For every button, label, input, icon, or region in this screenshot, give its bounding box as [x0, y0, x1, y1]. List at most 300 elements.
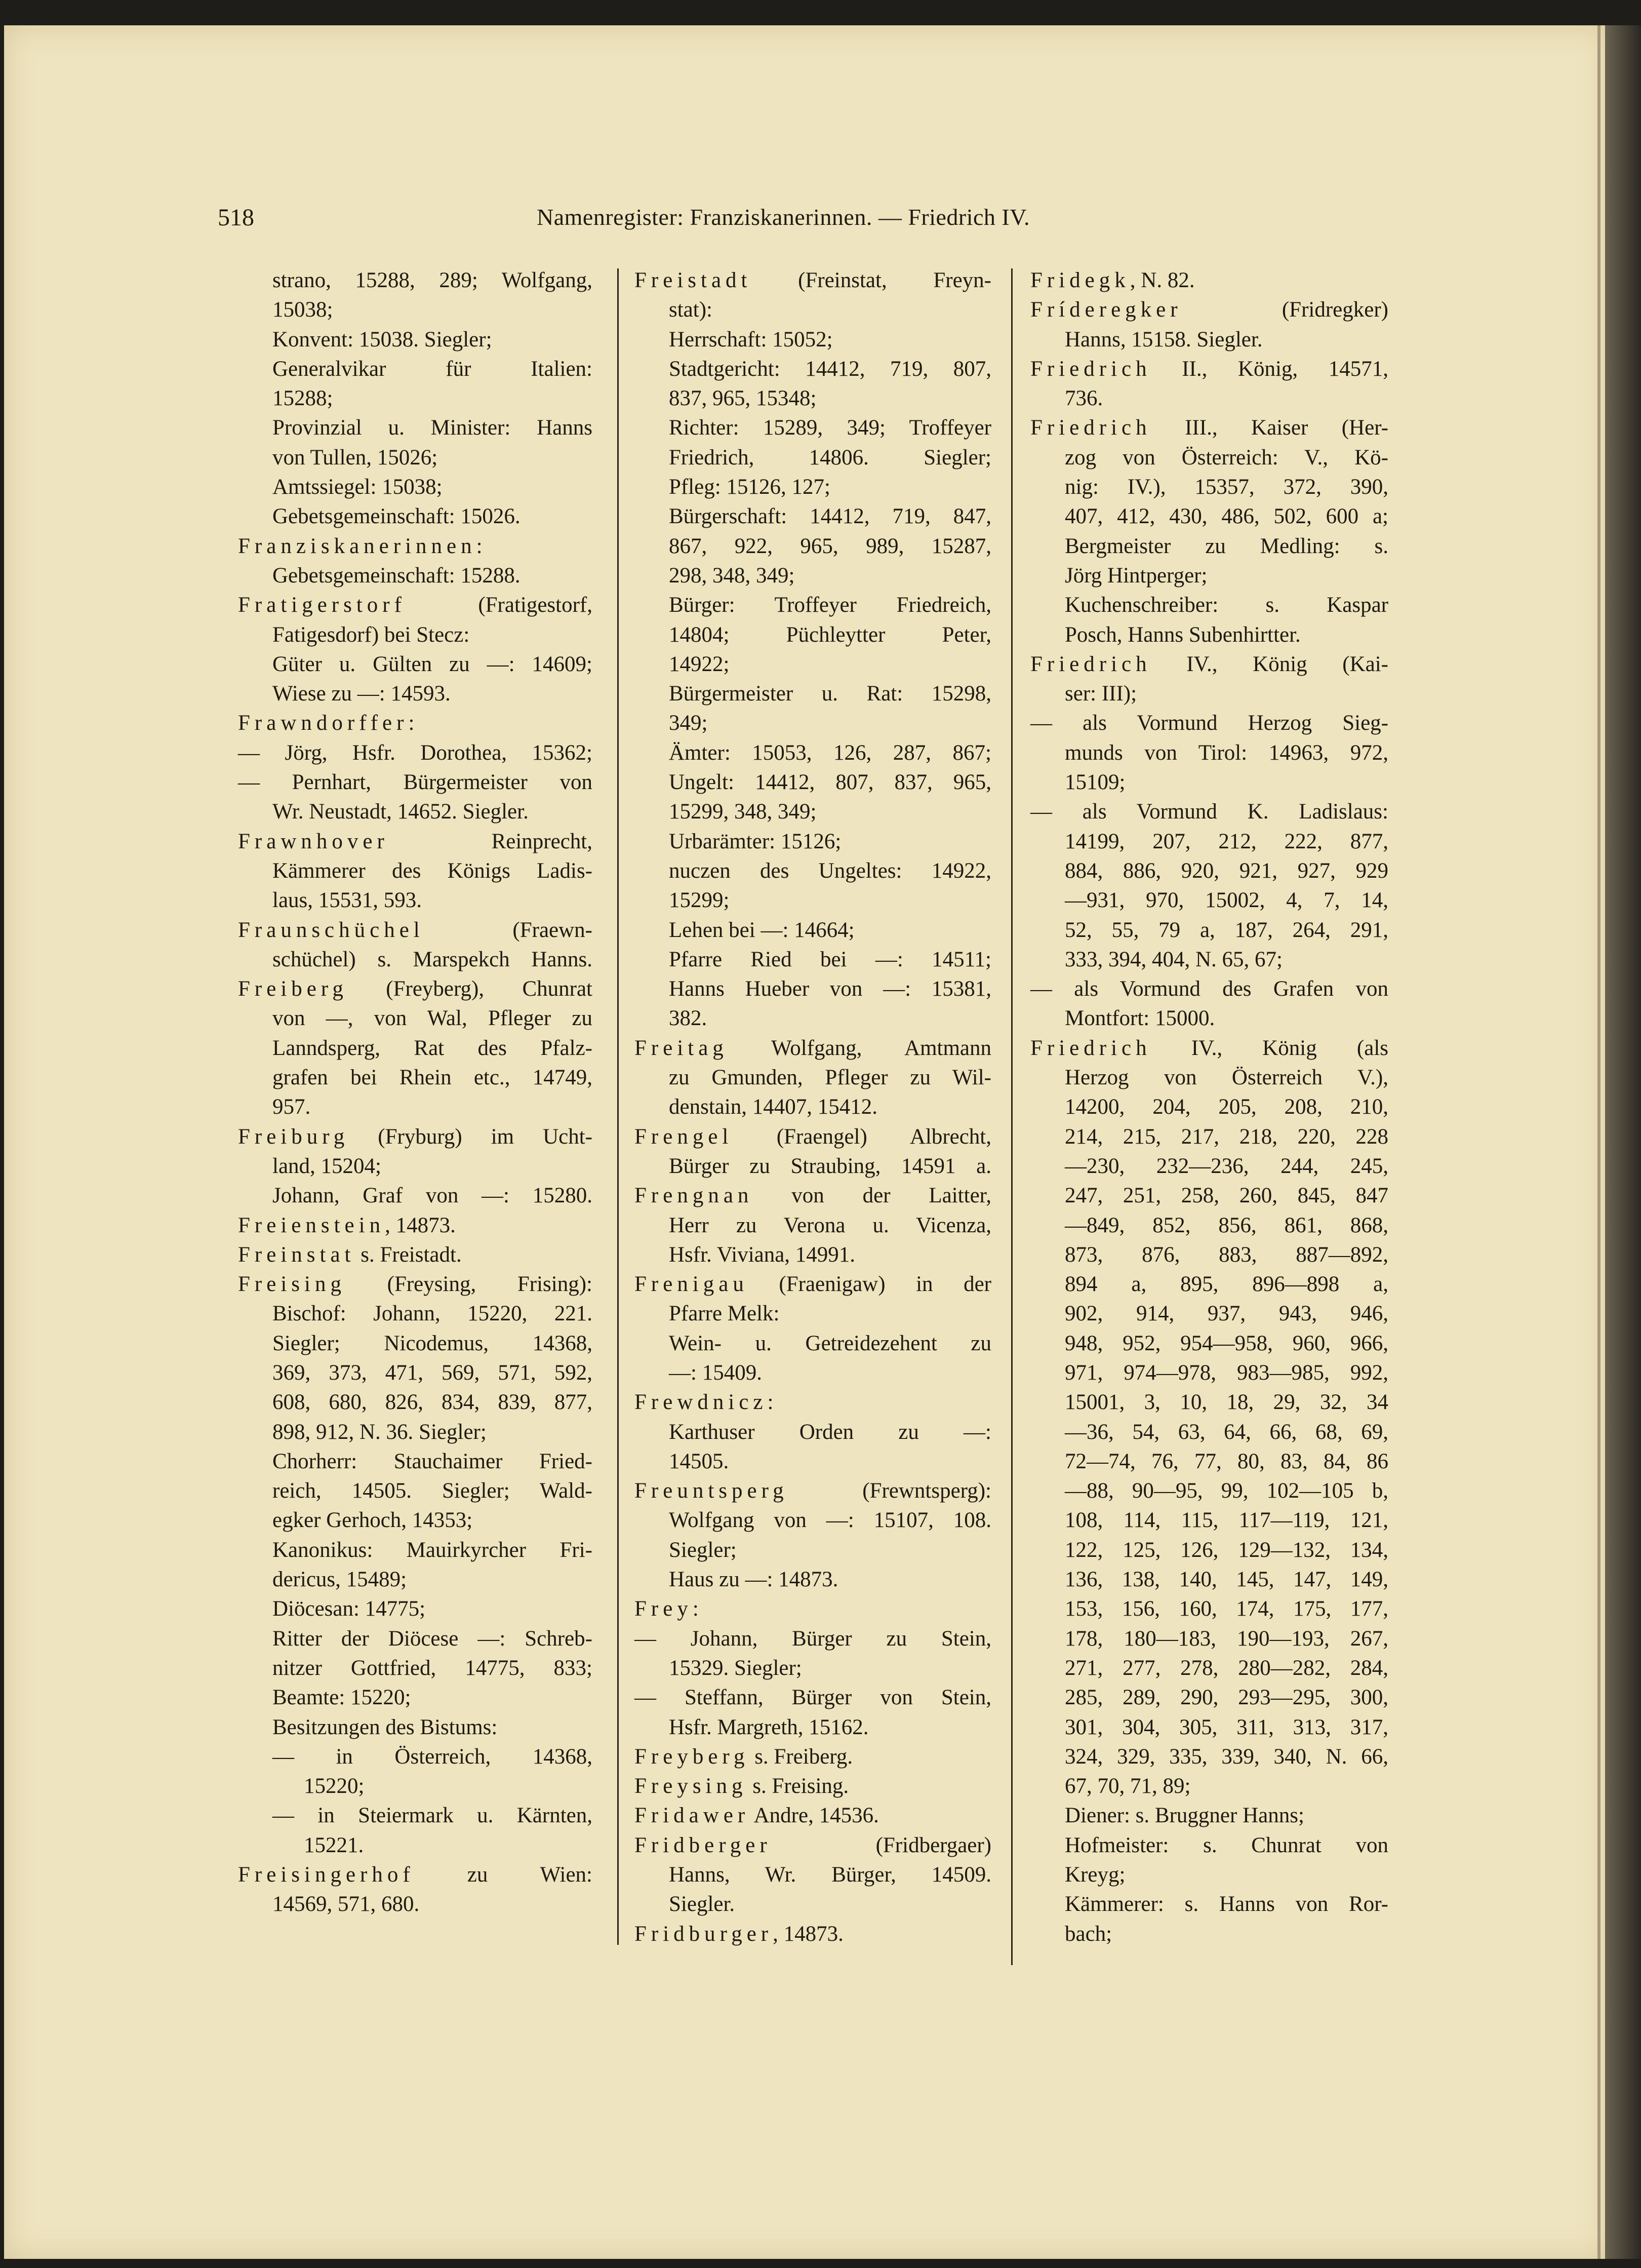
entry-text: Haus zu —: 14873. [669, 1568, 838, 1592]
entry-text: 298, 348, 349; [669, 563, 795, 588]
entry-text: bach; [1065, 1922, 1112, 1946]
entry-text: Urbarämter: 15126; [669, 829, 842, 853]
index-line [1030, 1329, 1388, 1358]
entry-text: Güter u. Gülten zu —: 14609; [272, 652, 592, 676]
entry-text: —849, 852, 856, 861, 868, [1065, 1213, 1388, 1237]
index-line [238, 1624, 592, 1654]
entry-text: 382. [669, 1006, 707, 1031]
index-line [634, 1240, 991, 1270]
entry-text: nig: IV.), 15357, 372, 390, [1065, 475, 1388, 499]
page-header [0, 204, 1605, 244]
entry-text: Andre, 14536. [749, 1804, 879, 1828]
index-line [238, 916, 592, 945]
entry-text: 15220; [304, 1774, 365, 1798]
column-divider [617, 268, 619, 1945]
entry-headword: Frewdnicz: [634, 1390, 778, 1415]
entry-text: Kanonikus: Mauirkyrcher Fri- [272, 1538, 592, 1562]
entry-text: Hsfr. Viviana, 14991. [669, 1242, 856, 1267]
index-line [1030, 1270, 1388, 1299]
index-line [238, 1772, 592, 1801]
index-line [238, 1536, 592, 1565]
entry-headword: Friedrich [1030, 1036, 1151, 1060]
index-line [238, 473, 592, 502]
index-line [1030, 1742, 1388, 1772]
index-line [1030, 1211, 1388, 1240]
entry-text: IV., König (Kai- [1151, 652, 1388, 676]
entry-text: (Fratigestorf, [406, 593, 592, 617]
index-line [634, 532, 991, 561]
entry-headword: Fraunschüchel [238, 918, 424, 942]
entry-text: 67, 70, 71, 89; [1065, 1774, 1191, 1798]
entry-text: — Johann, Bürger zu Stein, [634, 1626, 991, 1651]
entry-text: Gebetsgemeinschaft: 15288. [272, 563, 521, 588]
index-line [634, 1801, 991, 1830]
index-line [238, 1358, 592, 1388]
index-line [238, 945, 592, 974]
entry-text: 369, 373, 471, 569, 571, 592, [272, 1360, 592, 1385]
index-line [634, 1654, 991, 1683]
entry-headword: Friedrich [1030, 416, 1151, 440]
index-line [1030, 266, 1388, 295]
index-line [1030, 679, 1388, 709]
index-line [238, 1152, 592, 1181]
index-line [1030, 384, 1388, 413]
entry-text: 15038; [272, 298, 333, 322]
entry-headword: Friedrich [1030, 357, 1151, 381]
index-line [634, 1122, 991, 1152]
entry-text: Ämter: 15053, 126, 287, 867; [669, 740, 991, 765]
index-line [634, 709, 991, 738]
running-title: Namenregister: Franziskanerinnen. — Friedrich IV. [537, 204, 1030, 230]
entry-text: (Fraengel) Albrecht, [733, 1124, 991, 1149]
index-line [1030, 1594, 1388, 1624]
index-line [238, 1713, 592, 1742]
index-line [634, 1860, 991, 1890]
page-edge [1597, 25, 1600, 2259]
entry-text: Wolfgang von —: 15107, 108. [669, 1508, 991, 1533]
entry-headword: Freuntsperg [634, 1479, 788, 1503]
entry-text: 14922; [669, 652, 730, 676]
entry-text: Chorherr: Stauchaimer Fried- [272, 1449, 592, 1473]
index-line [238, 1890, 592, 1919]
entry-headword: Friedrich [1030, 652, 1151, 676]
index-line [634, 916, 991, 945]
entry-text: Jörg Hintperger; [1065, 563, 1208, 588]
index-line [238, 325, 592, 355]
entry-headword: Frengnan [634, 1184, 753, 1208]
entry-text: Ritter der Diöcese —: Schreb- [272, 1626, 592, 1651]
index-line [1030, 413, 1388, 443]
entry-text: 333, 394, 404, N. 65, 67; [1065, 947, 1283, 971]
index-line [238, 1004, 592, 1033]
index-line [1030, 856, 1388, 886]
index-line [634, 1211, 991, 1240]
entry-text: Generalvikar für Italien: [272, 357, 592, 381]
index-line [238, 591, 592, 620]
index-line [634, 679, 991, 709]
entry-text: Herr zu Verona u. Vicenza, [669, 1213, 991, 1237]
index-line [634, 1270, 991, 1299]
index-line [238, 1418, 592, 1447]
entry-text: — als Vormund K. Ladislaus: [1030, 800, 1388, 824]
index-line [1030, 1831, 1388, 1860]
entry-text: 14505. [669, 1449, 729, 1473]
index-line [634, 1742, 991, 1772]
entry-text: — als Vormund Herzog Sieg- [1030, 711, 1388, 735]
entry-text: (Freinstat, Freyn- [751, 268, 991, 292]
entry-headword: Freitag [634, 1036, 728, 1060]
entry-headword: Fratigerstorf [238, 593, 406, 617]
entry-headword: Freienstein [238, 1213, 385, 1237]
index-line [1030, 1358, 1388, 1388]
entry-headword: Frenigau [634, 1272, 748, 1297]
entry-text: 15109; [1065, 770, 1126, 795]
entry-text: —88, 90—95, 99, 102—105 b, [1065, 1479, 1388, 1503]
entry-headword: Frawndorffer: [238, 711, 419, 735]
index-line [1030, 1063, 1388, 1092]
entry-headword: Freising [238, 1272, 346, 1297]
index-line [238, 1683, 592, 1712]
entry-text: 271, 277, 278, 280—282, 284, [1065, 1656, 1388, 1680]
entry-text: —: 15409. [669, 1360, 762, 1385]
index-column-2 [634, 266, 991, 1949]
index-column-3 [1030, 266, 1388, 1949]
entry-text: Siegler. [669, 1892, 735, 1917]
entry-text: Wolfgang, Amtmann [728, 1036, 991, 1060]
index-line [1030, 886, 1388, 915]
index-line [1030, 1860, 1388, 1890]
index-line [1030, 473, 1388, 502]
index-line [1030, 1240, 1388, 1270]
entry-text: (Freysing, Frising): [345, 1272, 592, 1297]
index-line [1030, 1092, 1388, 1122]
entry-text: — Jörg, Hsfr. Dorothea, 15362; [238, 740, 592, 765]
entry-text: 15001, 3, 10, 18, 29, 32, 34 [1065, 1390, 1388, 1415]
entry-text: strano, 15288, 289; Wolfgang, [272, 268, 592, 292]
entry-headword: Freyberg [634, 1744, 749, 1769]
index-line [1030, 561, 1388, 591]
entry-text: 14569, 571, 680. [272, 1892, 420, 1917]
entry-text: Gebetsgemeinschaft: 15026. [272, 504, 521, 529]
index-line [238, 355, 592, 384]
index-line [238, 827, 592, 856]
entry-text: schüchel) s. Marspekch Hanns. [272, 947, 592, 971]
entry-text: 14200, 204, 205, 208, 210, [1065, 1095, 1388, 1119]
entry-text: egker Gerhoch, 14353; [272, 1508, 473, 1533]
index-line [634, 325, 991, 355]
index-line [634, 886, 991, 915]
index-line [634, 266, 991, 295]
index-line [238, 1122, 592, 1152]
entry-text: zu Wien: [414, 1863, 592, 1887]
entry-headword: Freisingerhof [238, 1863, 415, 1887]
index-line [634, 1772, 991, 1801]
entry-text: Bürger zu Straubing, 14591 a. [669, 1154, 991, 1178]
entry-headword: Fridberger [634, 1833, 772, 1857]
index-line [238, 1329, 592, 1358]
index-line [634, 1299, 991, 1328]
entry-text: —230, 232—236, 244, 245, [1065, 1154, 1388, 1178]
entry-headword: Freiberg [238, 977, 348, 1001]
index-line [238, 532, 592, 561]
index-line [634, 1034, 991, 1063]
index-line [1030, 295, 1388, 325]
entry-text: 15329. Siegler; [669, 1656, 802, 1680]
index-line [634, 1152, 991, 1181]
index-line [634, 295, 991, 325]
index-line [1030, 797, 1388, 827]
index-line [238, 1742, 592, 1772]
entry-text: land, 15204; [272, 1154, 381, 1178]
index-line [1030, 1447, 1388, 1476]
entry-text: (Fraewn- [424, 918, 592, 942]
index-line [634, 1004, 991, 1033]
entry-headword: Freistadt [634, 268, 752, 292]
index-line [238, 561, 592, 591]
entry-text: 884, 886, 920, 921, 927, 929 [1065, 858, 1388, 883]
entry-text: (Freyberg), Chunrat [347, 977, 592, 1001]
entry-text: Konvent: 15038. Siegler; [272, 327, 492, 351]
entry-text: grafen bei Rhein etc., 14749, [272, 1066, 592, 1090]
entry-text: Beamte: 15220; [272, 1686, 411, 1710]
index-line [634, 1063, 991, 1092]
index-line [1030, 1122, 1388, 1152]
index-line [238, 650, 592, 679]
entry-text: 108, 114, 115, 117—119, 121, [1065, 1508, 1388, 1533]
entry-text: Kämmerer des Königs Ladis- [272, 858, 592, 883]
entry-text: Richter: 15289, 349; Troffeyer [669, 416, 991, 440]
entry-text: laus, 15531, 593. [272, 888, 422, 913]
index-line [1030, 1034, 1388, 1063]
entry-text: 178, 180—183, 190—193, 267, [1065, 1626, 1388, 1651]
entry-text: 153, 156, 160, 174, 175, 177, [1065, 1597, 1388, 1621]
index-line [634, 945, 991, 974]
index-line [1030, 355, 1388, 384]
index-line [238, 886, 592, 915]
index-line [634, 1447, 991, 1476]
entry-text: 136, 138, 140, 145, 147, 149, [1065, 1568, 1388, 1592]
entry-text: Stadtgericht: 14412, 719, 807, [669, 357, 991, 381]
index-line [634, 443, 991, 473]
index-line [1030, 1004, 1388, 1033]
entry-text: (Fridbergaer) [771, 1833, 991, 1857]
index-line [238, 1181, 592, 1210]
entry-text: von —, von Wal, Pfleger zu [272, 1006, 592, 1031]
index-line [1030, 1506, 1388, 1535]
entry-text: 867, 922, 965, 989, 15287, [669, 534, 991, 558]
entry-text: Bürgerschaft: 14412, 719, 847, [669, 504, 991, 529]
entry-text: denstain, 14407, 15412. [669, 1095, 878, 1119]
entry-text: 971, 974—978, 983—985, 992, [1065, 1360, 1388, 1385]
entry-text: Montfort: 15000. [1065, 1006, 1215, 1031]
entry-text: von der Laitter, [753, 1184, 991, 1208]
index-line [1030, 443, 1388, 473]
entry-text: Pfarre Melk: [669, 1302, 780, 1326]
entry-text: 407, 412, 430, 486, 502, 600 a; [1065, 504, 1388, 529]
entry-text: Ungelt: 14412, 807, 837, 965, [669, 770, 991, 795]
index-line [238, 856, 592, 886]
entry-text: Bergmeister zu Medling: s. [1065, 534, 1388, 558]
index-line [634, 1418, 991, 1447]
entry-headword: Fridawer [634, 1804, 750, 1828]
index-line [634, 1506, 991, 1535]
index-line [1030, 945, 1388, 974]
index-line [634, 650, 991, 679]
entry-text: Hsfr. Margreth, 15162. [669, 1715, 869, 1739]
entry-text: Kreyg; [1065, 1863, 1126, 1887]
index-line [1030, 768, 1388, 797]
index-line [238, 1565, 592, 1594]
index-line [634, 856, 991, 886]
index-line [634, 413, 991, 443]
index-line [1030, 650, 1388, 679]
index-line [634, 473, 991, 502]
entry-text: Diener: s. Bruggner Hanns; [1065, 1804, 1304, 1828]
index-line [1030, 1920, 1388, 1949]
entry-headword: Freiburg [238, 1124, 349, 1149]
entry-text: reich, 14505. Siegler; Wald- [272, 1479, 592, 1503]
entry-headword: Fridburger [634, 1922, 773, 1946]
entry-text: nuczen des Ungeltes: 14922, [669, 858, 991, 883]
index-line [634, 974, 991, 1004]
entry-text: Hanns Hueber von —: 15381, [669, 977, 991, 1001]
index-line [238, 1594, 592, 1624]
index-line [1030, 1683, 1388, 1712]
index-line [634, 1624, 991, 1654]
index-line [1030, 1713, 1388, 1742]
entry-text: Wiese zu —: 14593. [272, 682, 451, 706]
entry-text: 948, 952, 954—958, 960, 966, [1065, 1331, 1388, 1355]
page-number: 518 [218, 204, 254, 231]
entry-text: 52, 55, 79 a, 187, 264, 291, [1065, 918, 1388, 942]
entry-text: 72—74, 76, 77, 80, 83, 84, 86 [1065, 1449, 1388, 1473]
index-line [1030, 591, 1388, 620]
index-line [634, 1388, 991, 1417]
entry-text: Fatigesdorf) bei Stecz: [272, 622, 470, 647]
index-line [1030, 916, 1388, 945]
index-line [1030, 502, 1388, 531]
entry-text: 736. [1065, 386, 1103, 411]
entry-text: , 14873. [773, 1922, 844, 1946]
index-line [1030, 1890, 1388, 1919]
entry-text: dericus, 15489; [272, 1568, 407, 1592]
entry-text: Hofmeister: s. Chunrat von [1065, 1833, 1388, 1857]
entry-text: 837, 965, 15348; [669, 386, 817, 411]
column-divider [1011, 268, 1013, 1965]
index-line [1030, 1654, 1388, 1683]
index-line [1030, 1772, 1388, 1801]
index-line [634, 1831, 991, 1860]
entry-text: 608, 680, 826, 834, 839, 877, [272, 1390, 592, 1415]
index-line [1030, 738, 1388, 768]
index-line [238, 738, 592, 768]
entry-text: Bürgermeister u. Rat: 15298, [669, 682, 991, 706]
entry-text: Herzog von Österreich V.), [1065, 1066, 1388, 1090]
index-line [238, 384, 592, 413]
entry-text: Provinzial u. Minister: Hanns [272, 416, 592, 440]
index-line [634, 827, 991, 856]
entry-text: ser: III); [1065, 682, 1137, 706]
index-line [238, 295, 592, 325]
index-line [634, 561, 991, 591]
index-line [634, 768, 991, 797]
entry-text: 15299; [669, 888, 730, 913]
entry-text: 14804; Püchleytter Peter, [669, 622, 991, 647]
entry-text: 957. [272, 1095, 311, 1119]
entry-headword: Frawnhover [238, 829, 389, 853]
entry-text: — Steffann, Bürger von Stein, [634, 1686, 991, 1710]
entry-text: Wr. Neustadt, 14652. Siegler. [272, 800, 529, 824]
entry-text: munds von Tirol: 14963, 972, [1065, 740, 1388, 765]
entry-text: Hanns, Wr. Bürger, 14509. [669, 1863, 991, 1887]
index-line [1030, 1152, 1388, 1181]
entry-text: 14199, 207, 212, 222, 877, [1065, 829, 1388, 853]
entry-text: 122, 125, 126, 129—132, 134, [1065, 1538, 1388, 1562]
index-line [1030, 1624, 1388, 1654]
index-line [634, 738, 991, 768]
entry-text: 15221. [304, 1833, 364, 1857]
index-line [1030, 1565, 1388, 1594]
entry-text: —36, 54, 63, 64, 66, 68, 69, [1065, 1420, 1388, 1444]
entry-text: Kuchenschreiber: s. Kaspar [1065, 593, 1388, 617]
entry-text: Bischof: Johann, 15220, 221. [272, 1302, 592, 1326]
entry-headword: Fridegk [1030, 268, 1130, 292]
index-line [238, 679, 592, 709]
index-line [634, 620, 991, 650]
entry-text: Siegler; Nicodemus, 14368, [272, 1331, 592, 1355]
index-line [634, 1920, 991, 1949]
index-line [1030, 709, 1388, 738]
index-line [238, 1063, 592, 1092]
index-line [1030, 1181, 1388, 1210]
index-line [1030, 974, 1388, 1004]
entry-headword: Frey: [634, 1597, 703, 1621]
entry-text: 894 a, 895, 896—898 a, [1065, 1272, 1388, 1297]
entry-text: 301, 304, 305, 311, 313, 317, [1065, 1715, 1388, 1739]
index-line [634, 355, 991, 384]
index-line [238, 797, 592, 827]
entry-text: Karthuser Orden zu —: [669, 1420, 991, 1444]
index-line [238, 1506, 592, 1535]
entry-text: — Pernhart, Bürgermeister von [238, 770, 592, 795]
index-line [238, 768, 592, 797]
index-line [1030, 325, 1388, 355]
index-line [238, 1240, 592, 1270]
index-line [238, 709, 592, 738]
index-line [238, 1270, 592, 1299]
entry-headword: Freinstat [238, 1242, 355, 1267]
entry-text: Herrschaft: 15052; [669, 327, 833, 351]
index-line [238, 1388, 592, 1417]
index-line [634, 797, 991, 827]
entry-text: Friedrich, 14806. Siegler; [669, 445, 991, 470]
entry-text: —931, 970, 15002, 4, 7, 14, [1065, 888, 1388, 913]
index-line [634, 1181, 991, 1210]
index-line [1030, 1418, 1388, 1447]
entry-text: Wein- u. Getreidezehent zu [669, 1331, 991, 1355]
entry-text: zu Gmunden, Pfleger zu Wil- [669, 1066, 991, 1090]
index-column-1 [238, 266, 592, 1920]
entry-text: 15288; [272, 386, 333, 411]
index-line [634, 591, 991, 620]
index-line [238, 974, 592, 1004]
entry-text: (Fryburg) im Ucht- [349, 1124, 592, 1149]
entry-text: zog von Österreich: V., Kö- [1065, 445, 1388, 470]
index-line [238, 1447, 592, 1476]
entry-headword: Fríderegker [1030, 298, 1182, 322]
index-line [238, 1801, 592, 1830]
index-line [634, 1329, 991, 1358]
